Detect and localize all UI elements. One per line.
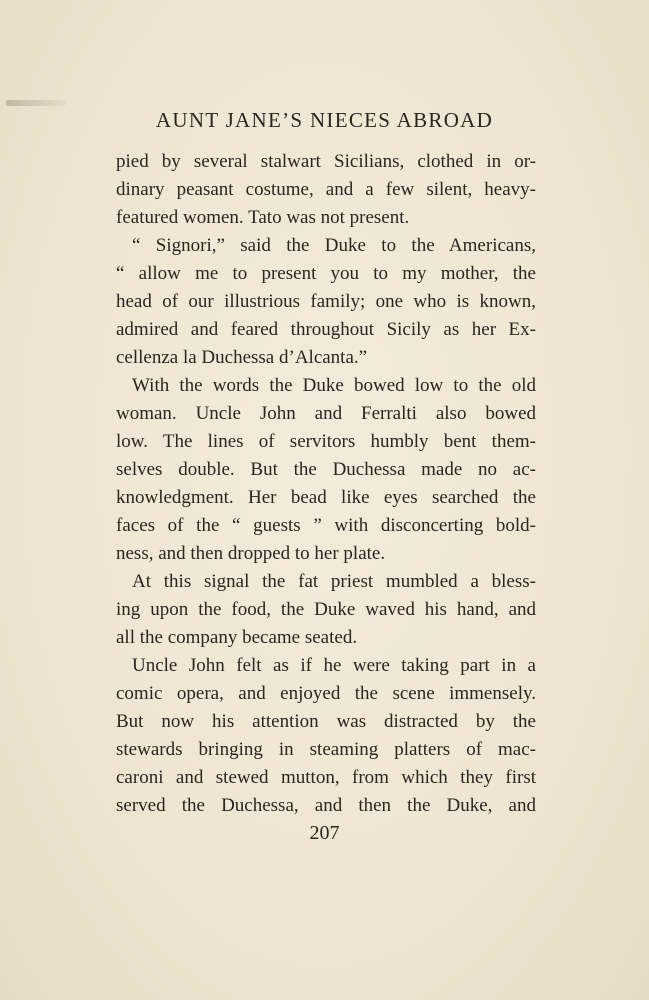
text-line: knowledgment. Her bead like eyes searched the [116, 487, 536, 508]
text-line: woman. Uncle John and Ferralti also bowed [116, 403, 536, 424]
text-line: But now his attention was distracted by the [116, 711, 536, 732]
text-line: ing upon the food, the Duke waved his hand, and [116, 599, 536, 620]
body-text [116, 148, 536, 820]
text-line: head of our illustrious family; one who is known, [116, 291, 536, 312]
text-line: featured women. Tato was not present. [116, 207, 410, 228]
text-line: With the words the Duke bowed low to the old [132, 375, 536, 396]
text-line: served the Duchessa, and then the Duke, and [116, 795, 536, 816]
text-line: stewards bringing in steaming platters of mac- [116, 739, 536, 760]
text-line: comic opera, and enjoyed the scene immensely. [116, 683, 536, 704]
page-number: 207 [309, 822, 340, 844]
text-line: Uncle John felt as if he were taking part in a [132, 655, 536, 676]
text-line: “ allow me to present you to my mother, the [116, 263, 536, 284]
running-head: AUNT JANE’S NIECES ABROAD [155, 108, 494, 132]
text-line: selves double. But the Duchessa made no ac- [116, 459, 536, 480]
text-line: “ Signori,” said the Duke to the Americans, [132, 235, 536, 256]
text-line: pied by several stalwart Sicilians, clothed in or- [116, 151, 536, 172]
text-line: ness, and then dropped to her plate. [116, 543, 386, 564]
text-line: admired and feared throughout Sicily as her Ex- [116, 319, 536, 340]
text-line: all the company became seated. [116, 627, 358, 648]
scan-edge-mark [6, 100, 66, 106]
text-line: At this signal the fat priest mumbled a bless- [132, 571, 536, 592]
text-line: faces of the “ guests ” with disconcerting bold- [116, 515, 536, 536]
text-line: caroni and stewed mutton, from which they first [116, 767, 536, 788]
text-line: dinary peasant costume, and a few silent, heavy- [116, 179, 536, 200]
text-line: cellenza la Duchessa d’Alcanta.” [116, 347, 368, 368]
text-line: low. The lines of servitors humbly bent them- [116, 431, 536, 452]
